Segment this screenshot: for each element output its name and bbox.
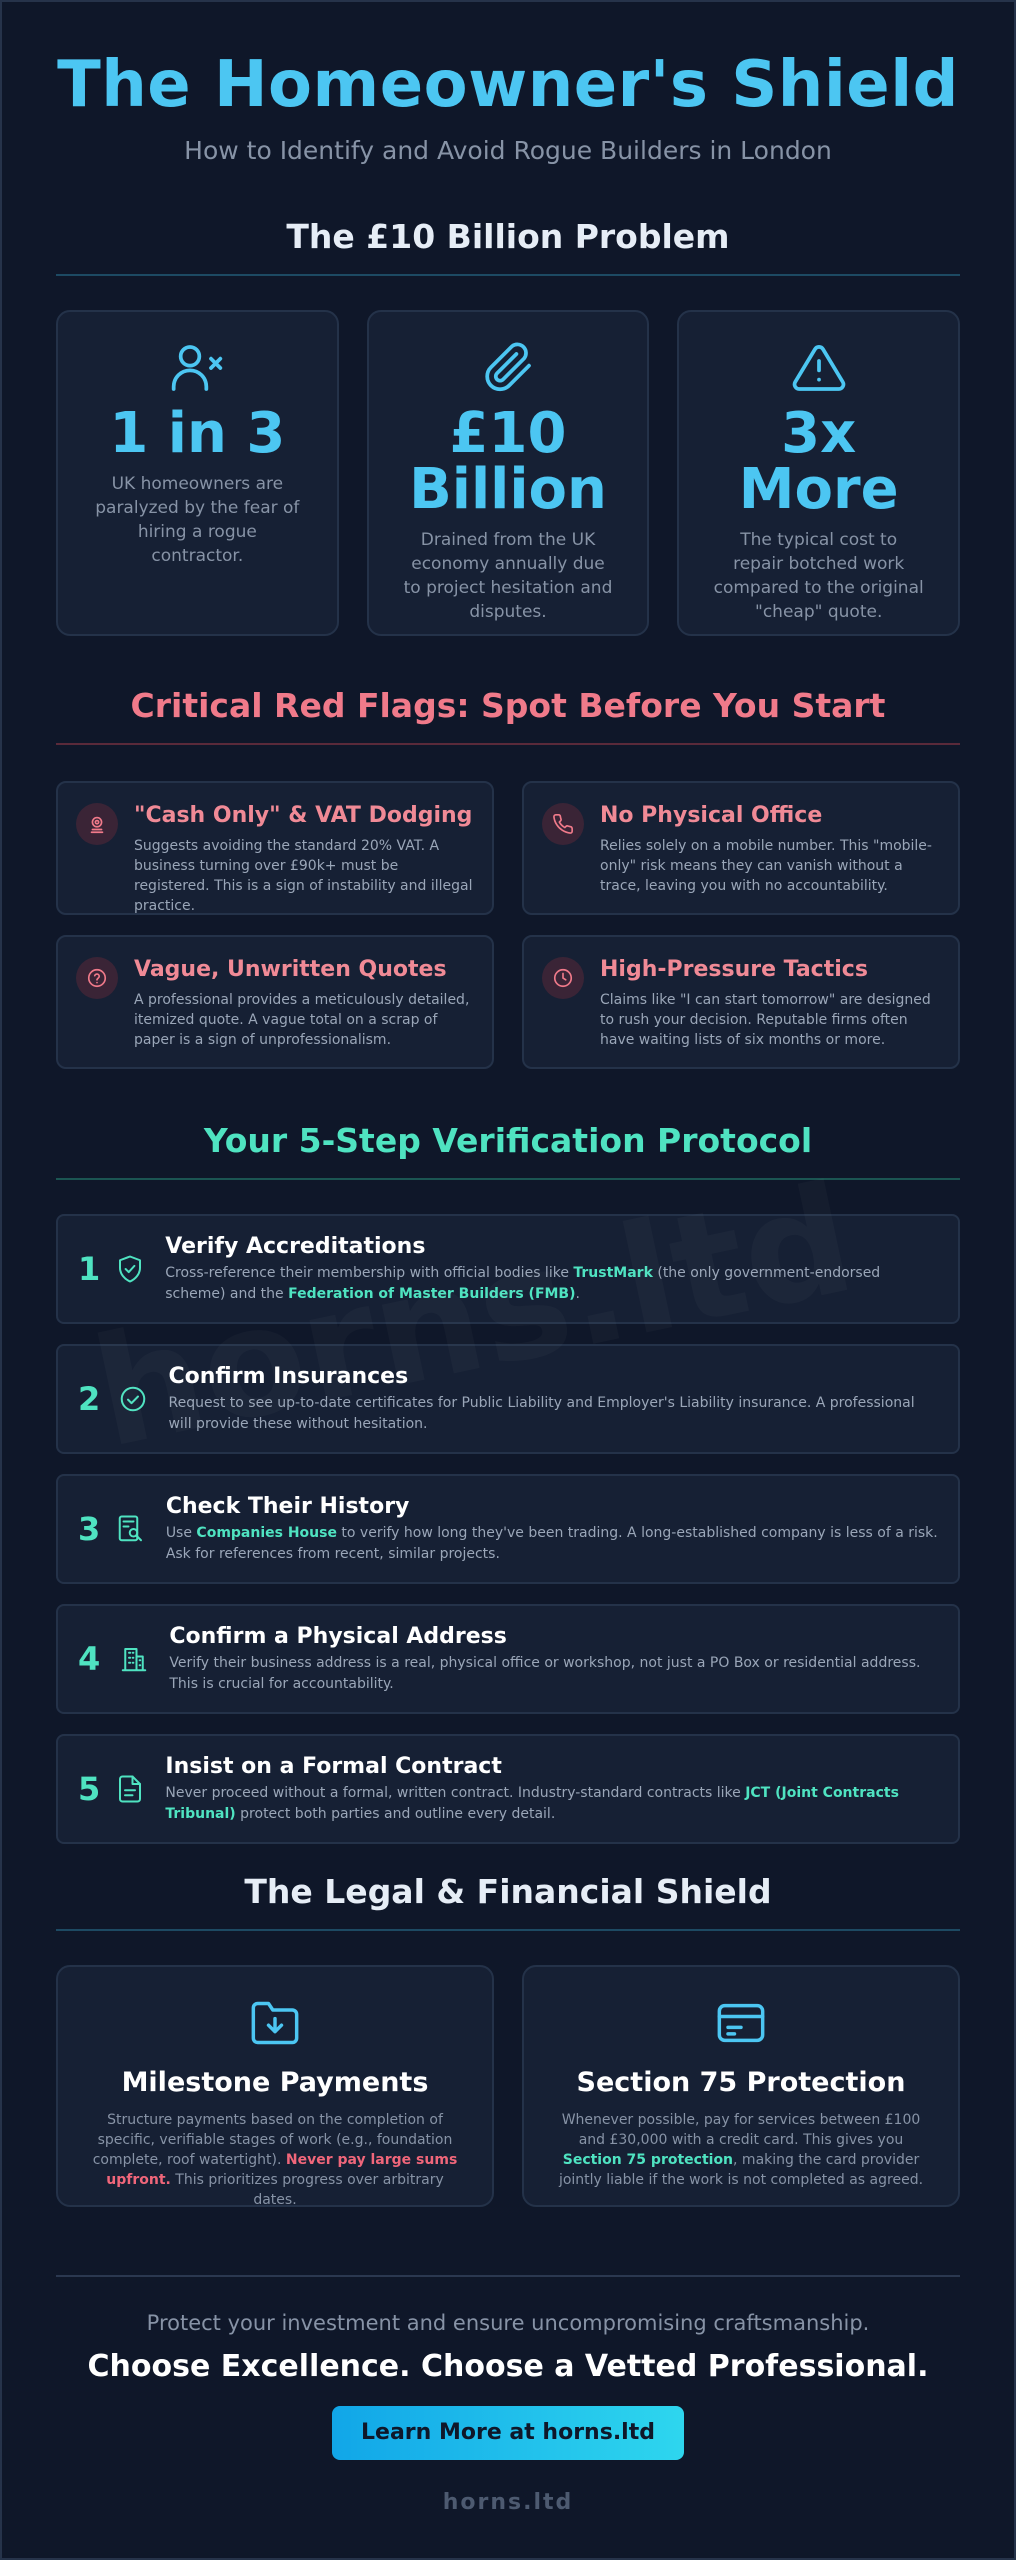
legal-card-text: Structure payments based on the completion of specific, verifiable stages of work (e.g., foundation complete, roof watertight). Never pay large sums upfront. This prioritizes progress over arbitrary dates. [92,2112,458,2208]
stat-text: UK homeowners are paralyzed by the fear of hiring a rogue contractor. [95,474,300,566]
page-title: The Homeowner's Shield [57,48,959,122]
step-text: Request to see up-to-date certificates for Public Liability and Employer's Liability insurance. A professional will provide these without hesitation. [168,1394,915,1432]
step-title: Verify Accreditations [165,1233,426,1259]
flag-text: A professional provides a meticulously detailed, itemized quote. A vague total on a scrap of paper is a sign of unprofessionalism. [134,992,470,1048]
step-title: Insist on a Formal Contract [165,1753,502,1779]
footer-headline: Choose Excellence. Choose a Vetted Professional. [87,2349,929,2384]
trustmark-highlight: TrustMark [573,1264,653,1281]
flag-title: Vague, Unwritten Quotes [134,957,447,982]
legal-card-title: Milestone Payments [121,2067,429,2098]
jct-highlight: JCT (Joint Contracts Tribunal) [165,1784,899,1822]
fmb-highlight: Federation of Master Builders (FMB) [288,1285,576,1302]
footer-tagline: Protect your investment and ensure uncompromising craftsmanship. [146,2311,870,2335]
step-number: 2 [78,1380,101,1418]
step-text: Never proceed without a formal, written contract. Industry-standard contracts like JCT (Joint Contracts Tribunal) protect both parties and outline every detail. [165,1784,899,1822]
problem-title: The £10 Billion Problem [286,217,730,256]
step-text: Verify their business address is a real, physical office or workshop, not just a PO Box or residential address. This is crucial for accountability. [169,1654,921,1692]
stat-text: Drained from the UK economy annually due to project hesitation and disputes. [403,530,613,622]
brand-logo-text: horns.ltd [442,2490,574,2515]
flag-text: Claims like "I can start tomorrow" are designed to rush your decision. Reputable firms often have waiting lists of six months or more. [600,992,931,1048]
step-text: Use Companies House to verify how long they've been trading. A long-established company is less of a risk. Ask for references from recent, similar projects. [165,1524,938,1562]
learn-more-button[interactable]: Learn More at horns.ltd [332,2406,684,2460]
page-subtitle: How to Identify and Avoid Rogue Builders in London [184,136,832,165]
step-text: Cross-reference their membership with official bodies like TrustMark (the only government-endorsed scheme) and the Federation of Master Builders (FMB). [165,1264,881,1302]
flag-text: Suggests avoiding the standard 20% VAT. A business turning over £90k+ must be registered. This is a sign of instability and illegal practice. [134,838,473,914]
section75-highlight: Section 75 protection [562,2152,734,2168]
flag-title: High-Pressure Tactics [600,957,868,982]
step-number: 5 [78,1770,101,1808]
step-title: Confirm Insurances [168,1363,409,1389]
step-number: 3 [78,1510,101,1548]
upfront-warning-highlight: Never pay large sums upfront. [106,2152,458,2188]
flag-title: "Cash Only" & VAT Dodging [134,803,473,828]
step-number: 4 [78,1640,101,1678]
legal-card-text: Whenever possible, pay for services between £100 and £30,000 with a credit card. This gives you Section 75 protection, making the card provider jointly liable if the work is not completed as agreed. [558,2112,924,2188]
flag-text: Relies solely on a mobile number. This "mobile-only" risk means they can vanish without a trace, leaving you with no accountability. [600,838,932,894]
companies-house-highlight: Companies House [196,1524,337,1541]
step-number: 1 [78,1250,101,1288]
protocol-title: Your 5-Step Verification Protocol [203,1121,813,1160]
flag-title: No Physical Office [600,803,823,828]
step-title: Check Their History [165,1493,410,1519]
stat-value: 3x More [738,401,899,522]
legal-title: The Legal & Financial Shield [244,1872,772,1911]
step-title: Confirm a Physical Address [169,1623,507,1649]
stat-text: The typical cost to repair botched work compared to the original "cheap" quote. [713,530,924,622]
stat-value: £10 Billion [409,401,607,522]
stat-value: 1 in 3 [109,401,286,466]
red-flags-title: Critical Red Flags: Spot Before You Start [130,686,886,725]
legal-card-title: Section 75 Protection [576,2067,906,2098]
